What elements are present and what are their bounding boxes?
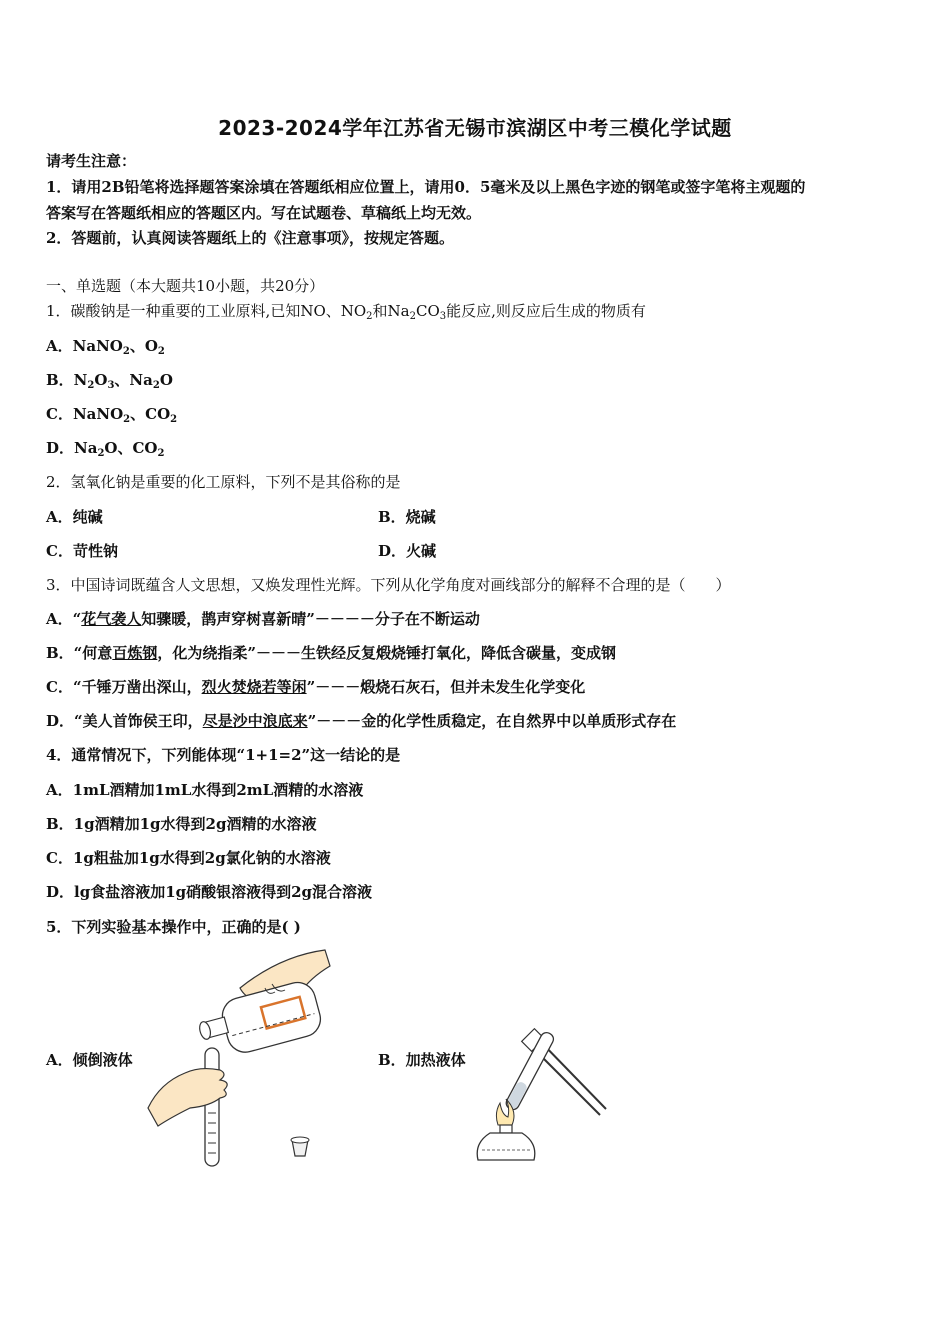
q5-stem: 5．下列实验基本操作中，正确的是( ): [46, 918, 301, 936]
q2-option-b: B．烧碱: [378, 508, 436, 526]
q4-option-a: A．1mL酒精加1mL水得到2mL酒精的水溶液: [46, 781, 364, 799]
q1-option-d: D．$Na_2O$、$CO_2$: [46, 439, 165, 459]
q1-option-a: A．NaNO$_2$、$O_2$: [46, 337, 165, 357]
q1-option-b: B．$N_2O_3$、$Na_2O$: [46, 371, 173, 391]
q3-option-c: C．“千锤万凿出深山，烈火焚烧若等闲”－－－煅烧石灰石，但并未发生化学变化: [46, 678, 586, 696]
q3-option-b: B．“何意百炼钢，化为绕指柔”－－－生铁经反复煅烧锤打氧化，降低含碳量，变成钢: [46, 644, 616, 662]
q2-option-d: D．火碱: [378, 542, 437, 560]
q2-option-a: A．纯碱: [46, 508, 103, 526]
q3-option-a: A．“花气袭人知骤暖，鹊声穿树喜新晴”－－－－分子在不断运动: [46, 610, 480, 628]
q4-option-c: C．1g粗盐加1g水得到2g氯化钠的水溶液: [46, 849, 331, 867]
q3-stem: 3．中国诗词既蕴含人文思想，又焕发理性光辉。下列从化学角度对画线部分的解释不合理的是（ ）: [46, 576, 731, 594]
q5-option-b: B．加热液体: [378, 1051, 466, 1069]
q5-option-a: A．倾倒液体: [46, 1051, 133, 1069]
pouring-liquid-figure: [140, 948, 340, 1173]
q4-option-d: D．lg食盐溶液加1g硝酸银溶液得到2g混合溶液: [46, 883, 373, 901]
page-title: 2023-2024学年江苏省无锡市滨湖区中考三模化学试题: [218, 116, 732, 140]
q4-stem: 4．通常情况下，下列能体现“1+1=2”这一结论的是: [46, 746, 401, 764]
notice-item-1b: 答案写在答题纸相应的答题区内。写在试题卷、草稿纸上均无效。: [46, 204, 482, 222]
q1-stem: 1．碳酸钠是一种重要的工业原料,已知NO、$NO_2$和$Na_2CO_3$能反应,则反应后生成的物质有: [46, 302, 646, 322]
notice-heading: 请考生注意：: [46, 152, 137, 170]
q4-option-b: B．1g酒精加1g水得到2g酒精的水溶液: [46, 815, 317, 833]
notice-item-2: 2．答题前，认真阅读答题纸上的《注意事项》，按规定答题。: [46, 229, 454, 247]
q1-option-c: C．NaNO$_2$、$CO_2$: [46, 405, 178, 425]
q2-option-c: C．苛性钠: [46, 542, 118, 560]
q2-stem: 2．氢氧化钠是重要的化工原料，下列不是其俗称的是: [46, 473, 401, 491]
notice-item-1a: 1．请用2B铅笔将选择题答案涂填在答题纸相应位置上，请用0．5毫米及以上黑色字迹的钢笔或签字笔将主观题的: [46, 178, 806, 196]
section-heading: 一、单选题（本大题共10小题，共20分）: [46, 277, 325, 295]
heating-liquid-figure: [468, 1025, 608, 1165]
q3-option-d: D．“美人首饰侯王印，尽是沙中浪底来”－－－金的化学性质稳定，在自然界中以单质形式存在: [46, 712, 677, 730]
